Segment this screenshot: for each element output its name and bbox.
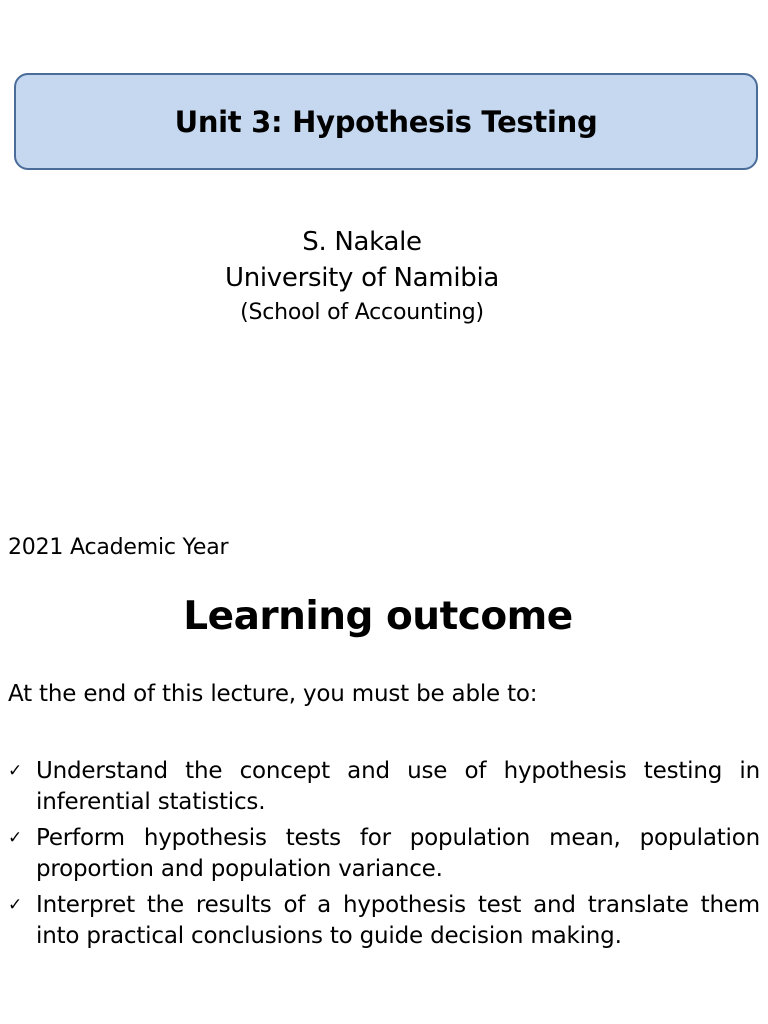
check-mark-icon: ✓ [8,828,23,848]
academic-year: 2021 Academic Year [8,535,229,560]
author-name: S. Nakale [302,227,422,257]
document-title: Unit 3: Hypothesis Testing [174,104,598,139]
outcome-item [8,756,760,818]
outcome-item [8,823,760,885]
check-mark-icon: ✓ [8,895,23,915]
outcome-text: Understand the concept and use of hypothesis testing in inferential statistics. [36,758,760,815]
department-name: (School of Accounting) [240,300,484,325]
outcome-list [8,756,760,957]
title-banner [14,73,758,170]
institution-name: University of Namibia [224,263,500,293]
author-block [0,224,724,330]
outcome-item [8,890,760,952]
outcome-text: Interpret the results of a hypothesis test and translate them into practical conclusions to guide decision making. [36,892,760,949]
intro-text: At the end of this lecture, you must be able to: [8,681,538,707]
section-heading: Learning outcome [183,594,573,639]
check-mark-icon: ✓ [8,761,23,781]
outcome-text: Perform hypothesis tests for population mean, population proportion and population variance. [36,825,760,882]
